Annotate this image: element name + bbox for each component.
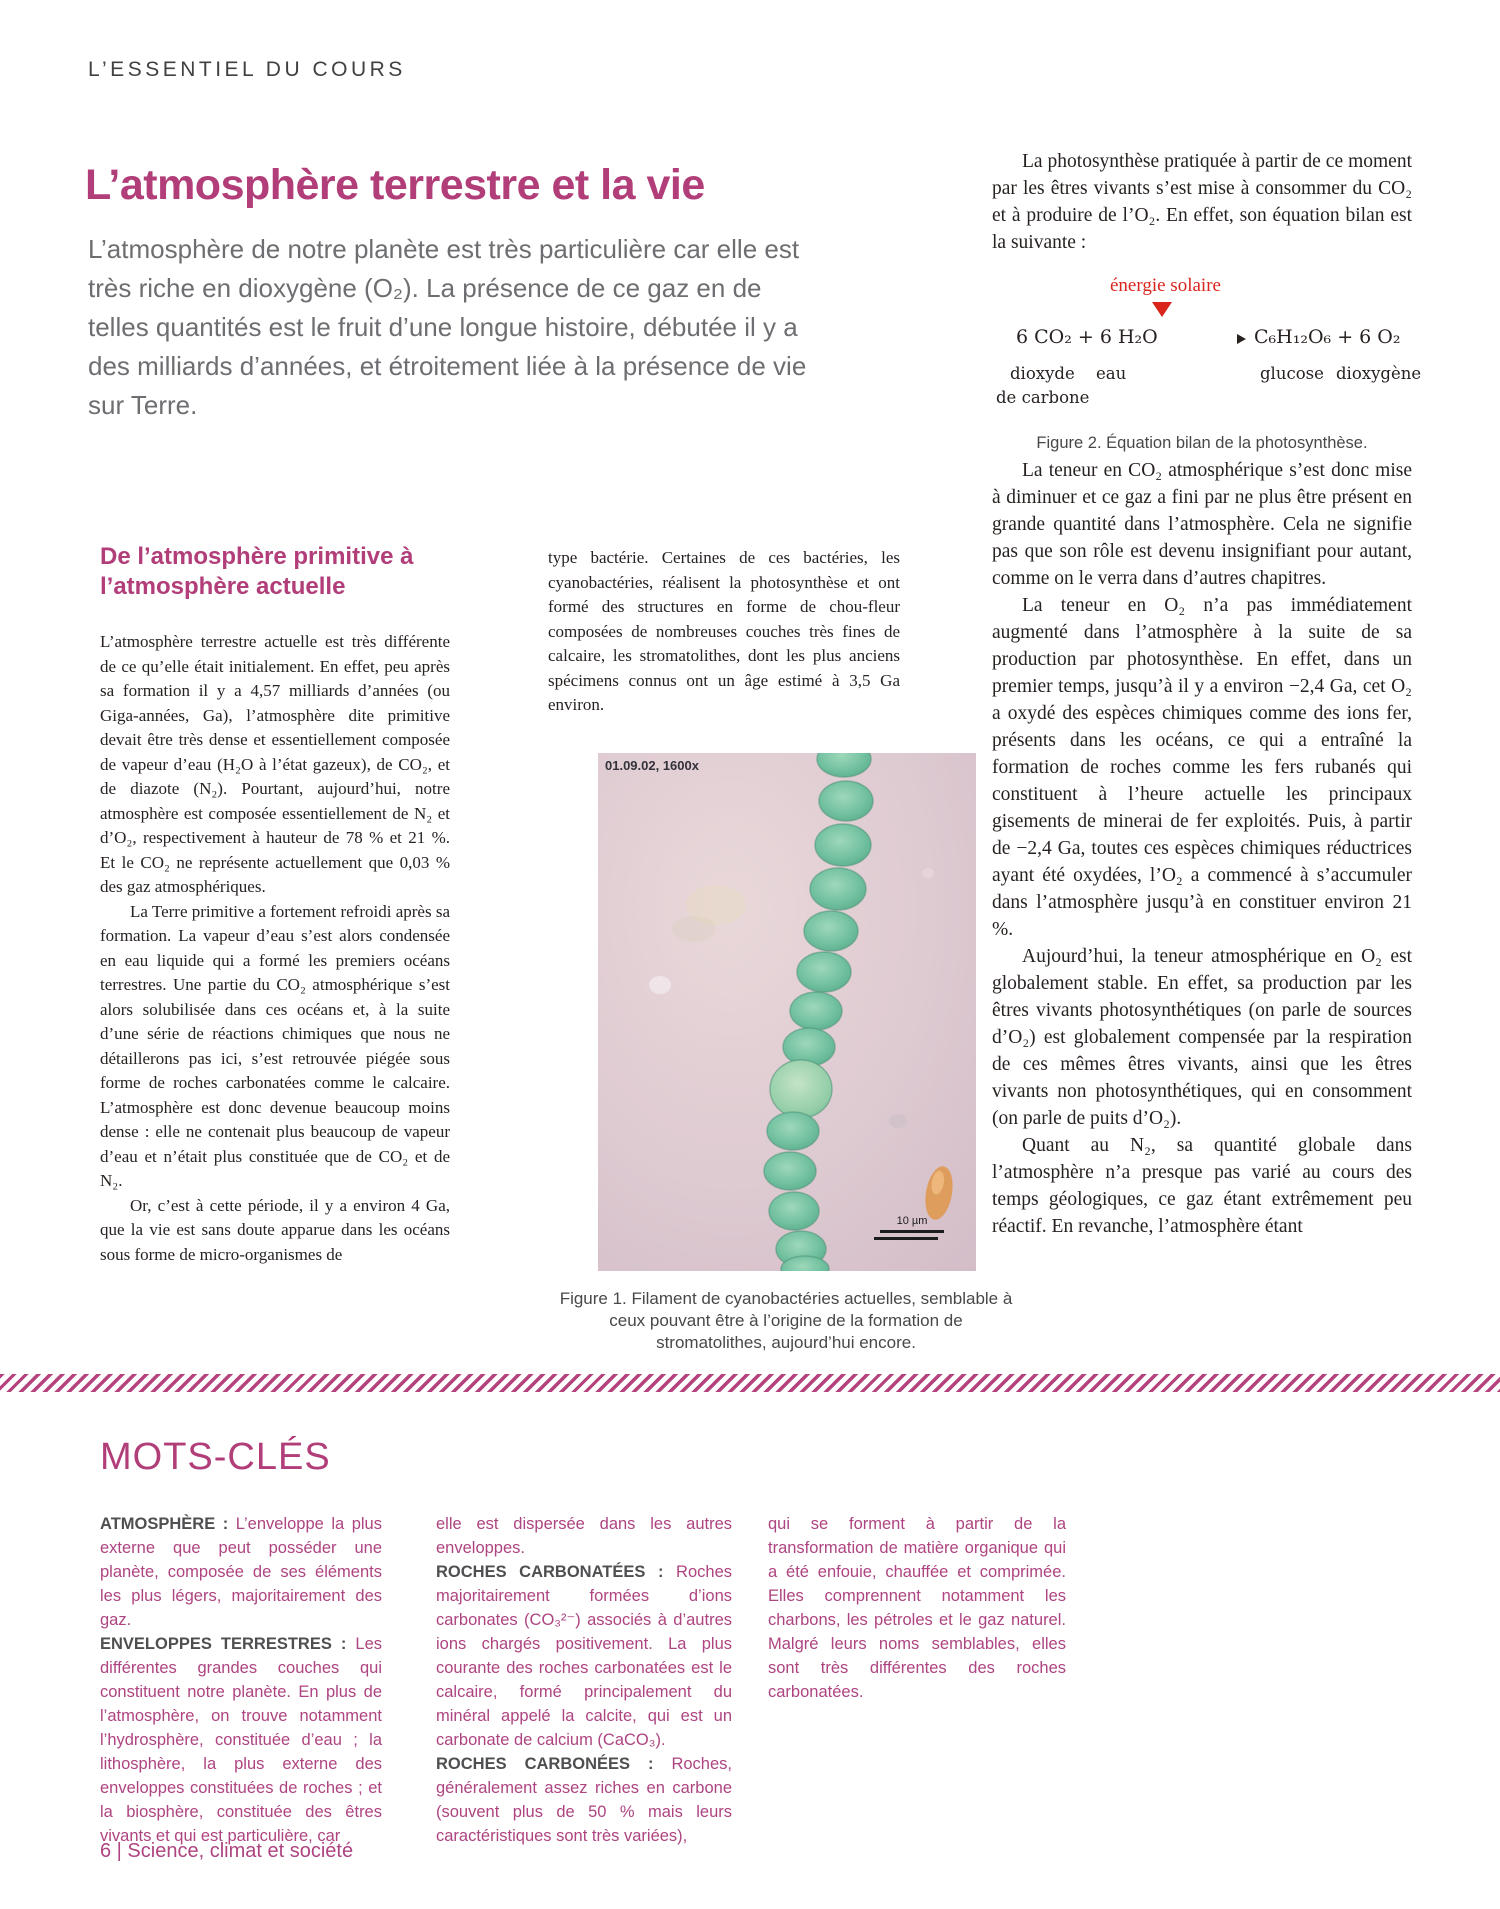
keyword-term: ROCHES CARBONATÉES :	[436, 1563, 677, 1581]
keywords-column-2	[436, 1512, 732, 1848]
figure2-equation	[992, 272, 1422, 424]
body-paragraph: Quant au N₂, sa quantité globale dans l’atmosphère n’a presque pas varié au cours des temps géologiques, ce gaz étant extrêmement peu réactif. En revanche, l’atmosphère étant	[992, 1135, 1412, 1237]
label-eau: eau	[1096, 364, 1127, 383]
keyword-definition: qui se forment à partir de la transformation de matière organique qui a été enfouie, chauffée et comprimée. Elles comprennent notamment les charbons, les pétroles et le gaz naturel. Malgré leurs noms semblables, elles sont très différentes des roches carbonatées.	[768, 1515, 1066, 1701]
section-heading: De l’atmosphère primitive à l’atmosphère actuelle	[100, 543, 414, 600]
cyanobacteria-illustration	[598, 753, 976, 1271]
label-de-carbone: de carbone	[996, 388, 1090, 407]
figure1-caption: Figure 1. Filament de cyanobactéries actuelles, semblable à ceux pouvant être à l’origine de la formation de stromatolithes, aujourd’hui encore.	[559, 1289, 1013, 1352]
keyword-entry	[436, 1752, 732, 1848]
body-paragraph: L’atmosphère terrestre actuelle est très différente de ce qu’elle était initialement. En effet, peu après sa formation il y a 4,57 milliards d’années (ou Giga-années, Ga), l’atmosphère dite primitive devait être très dense et essentiellement composée de vapeur d’eau (H₂O à l’état gazeux), de CO₂, et de diazote (N₂). Pourtant, aujourd’hui, notre atmosphère est composée essentiellement de N₂ et d’O₂, respectivement à hauteur de 78 % et 21 %. Et le CO₂ ne représente actuellement que 0,03 % des gaz atmosphériques.	[100, 632, 450, 896]
keyword-term: ATMOSPHÈRE :	[100, 1515, 236, 1533]
body-paragraph: La Terre primitive a fortement refroidi après sa formation. La vapeur d’eau s’est alors condensée en eau liquide qui a formé les premiers océans terrestres. Une partie du CO₂ atmosphérique s’est alors solubilisée dans ces océans et, à la suite d’une série de réactions chimiques que nous ne détaillerons pas ici, s’est retrouvée piégée sous forme de roches carbonatées comme le calcaire. L’atmosphère est donc devenue beaucoup moins dense : elle ne contenait plus beaucoup de vapeur d’eau et n’était plus constituée que de CO₂ et de N₂.	[100, 901, 450, 1190]
keyword-definition: Les différentes grandes couches qui constituent notre planète. En plus de l’atmosphère, on trouve notamment l’hydrosphère, constituée d’eau ; la lithosphère, la plus externe des enveloppes constituées de roches ; et la biosphère, constituée des êtres vivants et qui est particulière, car	[100, 1635, 382, 1845]
keyword-entry	[100, 1512, 382, 1632]
energy-label: énergie solaire	[1110, 275, 1221, 296]
keyword-term: ROCHES CARBONÉES :	[436, 1755, 672, 1773]
micrograph-label: 01.09.02, 1600x	[605, 758, 699, 773]
page-eyebrow: L’ESSENTIEL DU COURS	[88, 58, 406, 81]
figure2-caption: Figure 2. Équation bilan de la photosynthèse.	[1036, 434, 1368, 452]
equation-reactants: 6 CO₂ + 6 H₂O	[1016, 326, 1158, 348]
figure1-microscope-photo	[598, 753, 976, 1271]
page-title: L’atmosphère terrestre et la vie	[85, 160, 705, 209]
body-paragraph: Aujourd’hui, la teneur atmosphérique en O₂ est globalement stable. En effet, sa production par les êtres vivants photosynthétiques (on parle de sources d’O₂) est globalement compensée par la respiration de ces mêmes êtres vivants, ainsi que les êtres vivants non photosynthétiques, qui en consomment (on parle de puits d’O₂).	[992, 946, 1412, 1129]
keyword-entry	[436, 1512, 732, 1560]
body-paragraph: La teneur en CO₂ atmosphérique s’est donc mise à diminuer et ce gaz a fini par ne plus être présent en grande quantité dans l’atmosphère. Cela ne signifie pas que son rôle est devenu insignifiant pour autant, comme on le verra dans d’autres chapitres.	[992, 460, 1412, 589]
keyword-entry	[100, 1632, 382, 1848]
article-intro: L’atmosphère de notre planète est très particulière car elle est très riche en dioxygène (O₂). La présence de ce gaz en de telles quantités est le fruit d’une longue histoire, débutée il y a des milliards d’années, et étroitement liée à la présence de vie sur Terre.	[88, 234, 807, 420]
middle-column	[548, 546, 900, 718]
body-paragraph: Or, c’est à cette période, il y a environ 4 Ga, que la vie est sans doute apparue dans les océans sous forme de micro-organismes de	[100, 1195, 450, 1264]
reaction-arrow-icon	[1237, 334, 1246, 344]
striped-divider	[0, 1374, 1500, 1392]
keyword-definition: Roches majoritairement formées d’ions carbonates (CO₃²⁻) associés à d’autres ions chargés positivement. La plus courante des roches carbonatées est le calcaire, formé principalement du minéral appelé la calcite, qui est un carbonate de calcium (CaCO₃).	[436, 1563, 732, 1749]
left-column-body	[100, 630, 450, 1267]
keyword-entry	[768, 1512, 1066, 1704]
label-dioxyde: dioxyde	[1010, 364, 1075, 383]
down-arrow-icon	[1152, 302, 1172, 317]
body-paragraph: type bactérie. Certaines de ces bactéries, les cyanobactéries, réalisent la photosynthèse et ont formé des structures en forme de chou-fleur composées de nombreuses couches très fines de calcaire, les stromatolithes, dont les plus anciens spécimens connus ont un âge estimé à 3,5 Ga environ.	[548, 548, 900, 714]
right-column	[992, 148, 1422, 1240]
keyword-definition: elle est dispersée dans les autres enveloppes.	[436, 1515, 732, 1557]
keywords-column-3	[768, 1512, 1066, 1704]
keyword-definition: Roches, généralement assez riches en carbone (souvent plus de 50 % mais leurs caractéristiques sont très variées),	[436, 1755, 732, 1845]
label-dioxygene: dioxygène	[1336, 364, 1422, 383]
scale-bar-label: 10 µm	[880, 1215, 944, 1233]
keyword-entry	[436, 1560, 732, 1752]
keywords-column-1	[100, 1512, 382, 1848]
body-paragraph: La photosynthèse pratiquée à partir de ce moment par les êtres vivants s’est mise à consommer du CO₂ et à produire de l’O₂. En effet, son équation bilan est la suivante :	[992, 151, 1412, 253]
equation-products: C₆H₁₂O₆ + 6 O₂	[1254, 326, 1401, 348]
label-glucose: glucose	[1260, 364, 1324, 383]
keyword-definition: L’enveloppe la plus externe que peut posséder une planète, composée de ses éléments les plus légers, majoritairement des gaz.	[100, 1515, 382, 1629]
keyword-term: ENVELOPPES TERRESTRES :	[100, 1635, 356, 1653]
left-column	[100, 542, 450, 1267]
body-paragraph: La teneur en O₂ n’a pas immédiatement augmenté dans l’atmosphère à la suite de sa production par photosynthèse. En effet, dans un premier temps, jusqu’à il y a environ −2,4 Ga, cet O₂ a oxydé des espèces chimiques comme des ions fer, présents dans les océans, ce qui a entraîné la formation de roches comme les fers rubanés qui constituent à l’heure actuelle les principaux gisements de minerai de fer exploités. Puis, à partir de −2,4 Ga, toutes ces espèces chimiques réductrices ayant été oxydées, l’O₂ a commencé à s’accumuler dans l’atmosphère jusqu’à en constituer environ 21 %.	[992, 595, 1412, 940]
page-footer: 6 | Science, climat et société	[100, 1840, 354, 1862]
keywords-title: MOTS-CLÉS	[100, 1436, 331, 1478]
